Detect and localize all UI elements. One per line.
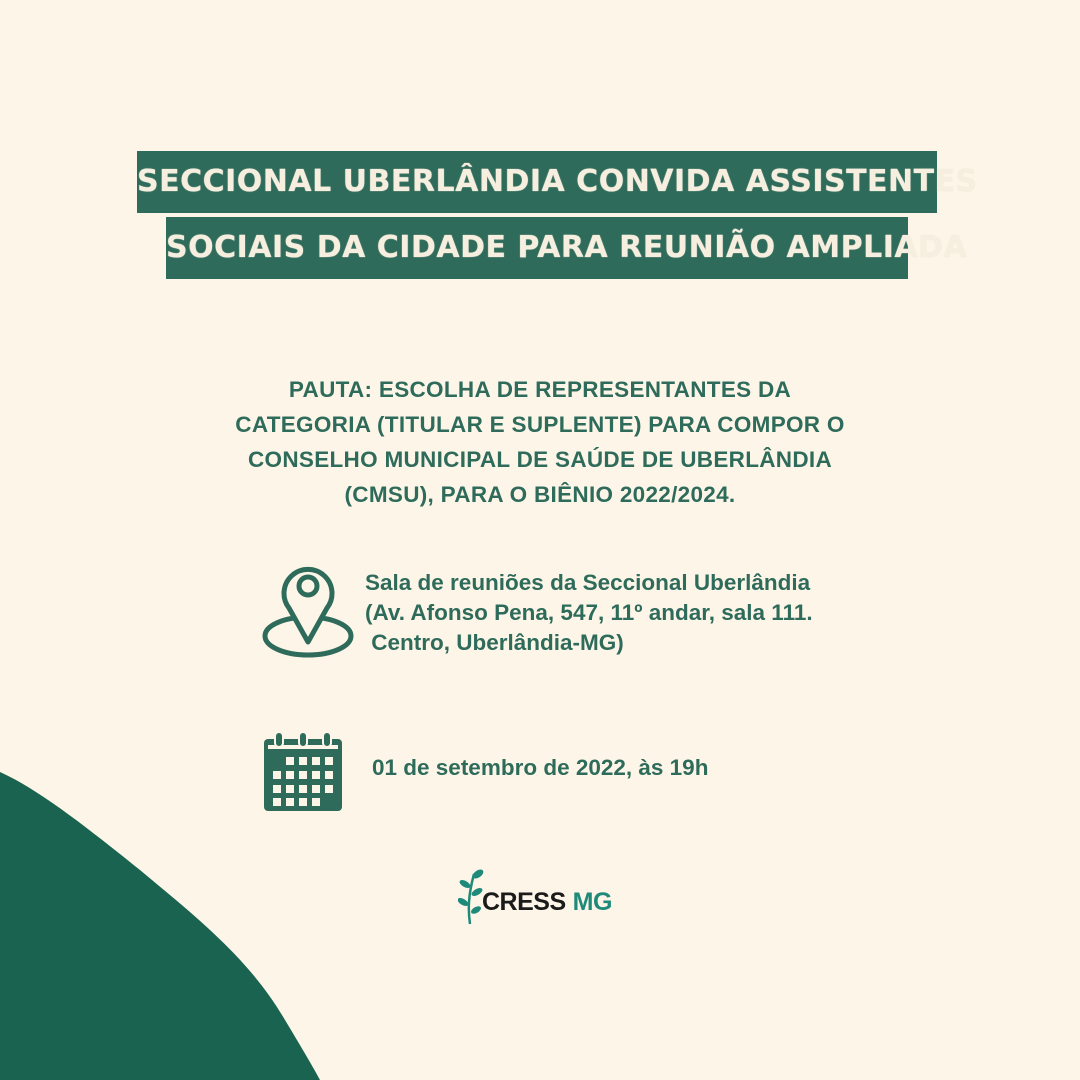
calendar-day-cell — [273, 798, 281, 806]
calendar-day-cell — [286, 771, 294, 779]
calendar-day-cell — [299, 757, 307, 765]
location-line-2: (Av. Afonso Pena, 547, 11º andar, sala 111. — [365, 600, 813, 625]
calendar-day-cell — [312, 757, 320, 765]
location-line-3: Centro, Uberlândia-MG) — [365, 630, 624, 655]
calendar-day-cell — [299, 798, 307, 806]
calendar-day-cell — [312, 785, 320, 793]
cress-mg-logo — [458, 868, 628, 928]
calendar-day-cell — [299, 785, 307, 793]
event-date: 01 de setembro de 2022, às 19h — [372, 755, 709, 780]
calendar-day-cell — [312, 771, 320, 779]
calendar-day-cell — [286, 757, 294, 765]
calendar-day-cell — [325, 771, 333, 779]
pauta-line-3: CONSELHO MUNICIPAL DE SAÚDE DE UBERLÂNDIA — [248, 447, 832, 472]
logo-word-mg: MG — [572, 888, 612, 916]
calendar-day-cell — [312, 798, 320, 806]
logo-wordmark — [482, 888, 612, 917]
calendar-day-cell — [286, 785, 294, 793]
pauta-line-2: CATEGORIA (TITULAR E SUPLENTE) PARA COMPOR O — [235, 412, 845, 437]
date-text — [372, 753, 708, 783]
location-line-1: Sala de reuniões da Seccional Uberlândia — [365, 570, 811, 595]
pauta-text — [200, 372, 880, 512]
calendar-day-cell — [273, 785, 281, 793]
calendar-day-cell — [325, 785, 333, 793]
calendar-day-cell — [299, 771, 307, 779]
pauta-line-1: PAUTA: ESCOLHA DE REPRESENTANTES DA — [288, 377, 792, 402]
pauta-line-4: (CMSU), PARA O BIÊNIO 2022/2024. — [344, 482, 736, 507]
calendar-day-cell — [273, 771, 281, 779]
map-pin-icon — [260, 558, 356, 662]
location-text — [365, 568, 813, 658]
calendar-day-cell — [325, 757, 333, 765]
title-line-2: SOCIAIS DA CIDADE PARA REUNIÃO AMPLIADA — [166, 217, 908, 279]
calendar-icon — [262, 731, 344, 813]
title-line-1: SECCIONAL UBERLÂNDIA CONVIDA ASSISTENTES — [137, 151, 937, 213]
logo-word-cress: CRESS — [482, 888, 566, 916]
calendar-day-cell — [286, 798, 294, 806]
